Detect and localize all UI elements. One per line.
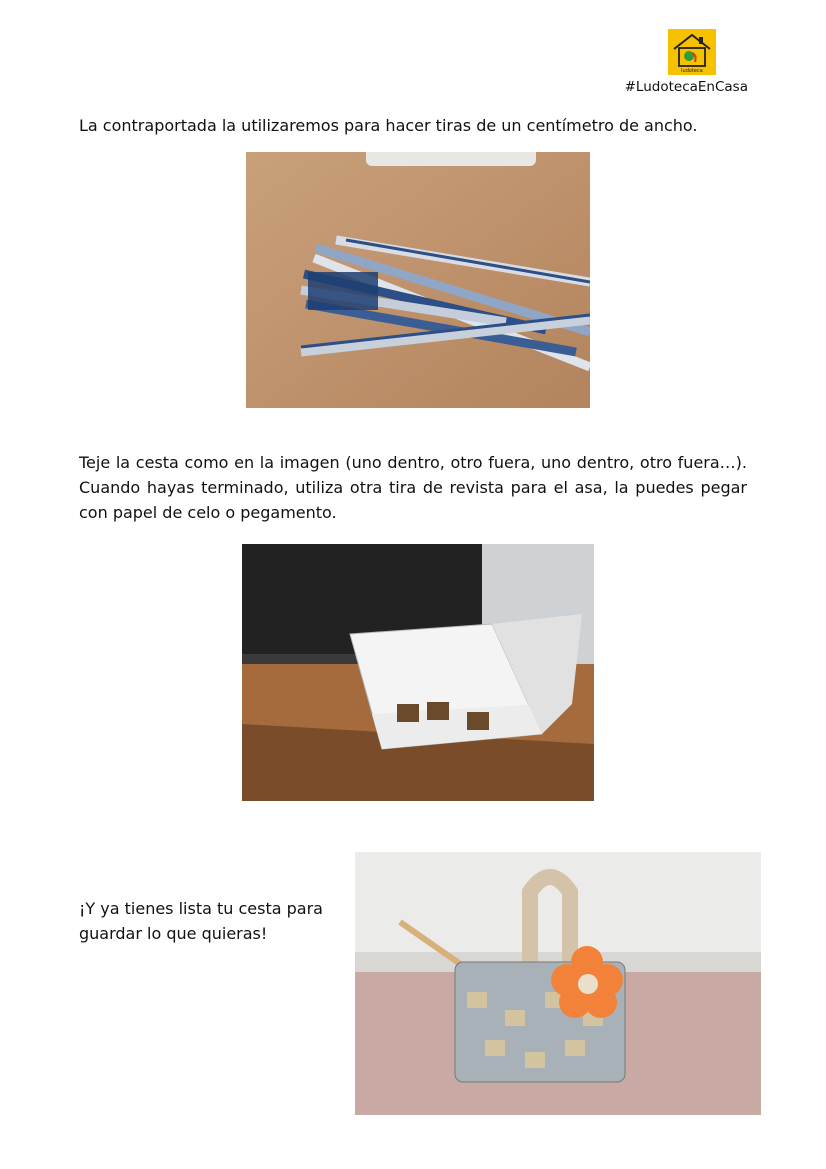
ludoteca-logo (668, 29, 716, 75)
paragraph-strips: La contraportada la utilizaremos para hacer tiras de un centímetro de ancho. (79, 116, 698, 135)
paragraph-weave: Teje la cesta como en la imagen (uno dentro, otro fuera, uno dentro, otro fuera…). Cuando hayas terminado, utiliza otra tira de revista para el asa, la puedes pegar con papel de celo o pegamento. (79, 453, 747, 522)
paragraph-done: ¡Y ya tienes lista tu cesta para guardar lo que quieras! (79, 899, 323, 943)
photo-weaving-basket (242, 544, 594, 801)
photo-finished-basket (355, 852, 761, 1115)
logo-caption: ludoteca (681, 68, 703, 74)
house-icon (668, 29, 716, 75)
hashtag-label: #LudotecaEnCasa (624, 79, 748, 95)
photo-paper-strips (246, 152, 590, 408)
